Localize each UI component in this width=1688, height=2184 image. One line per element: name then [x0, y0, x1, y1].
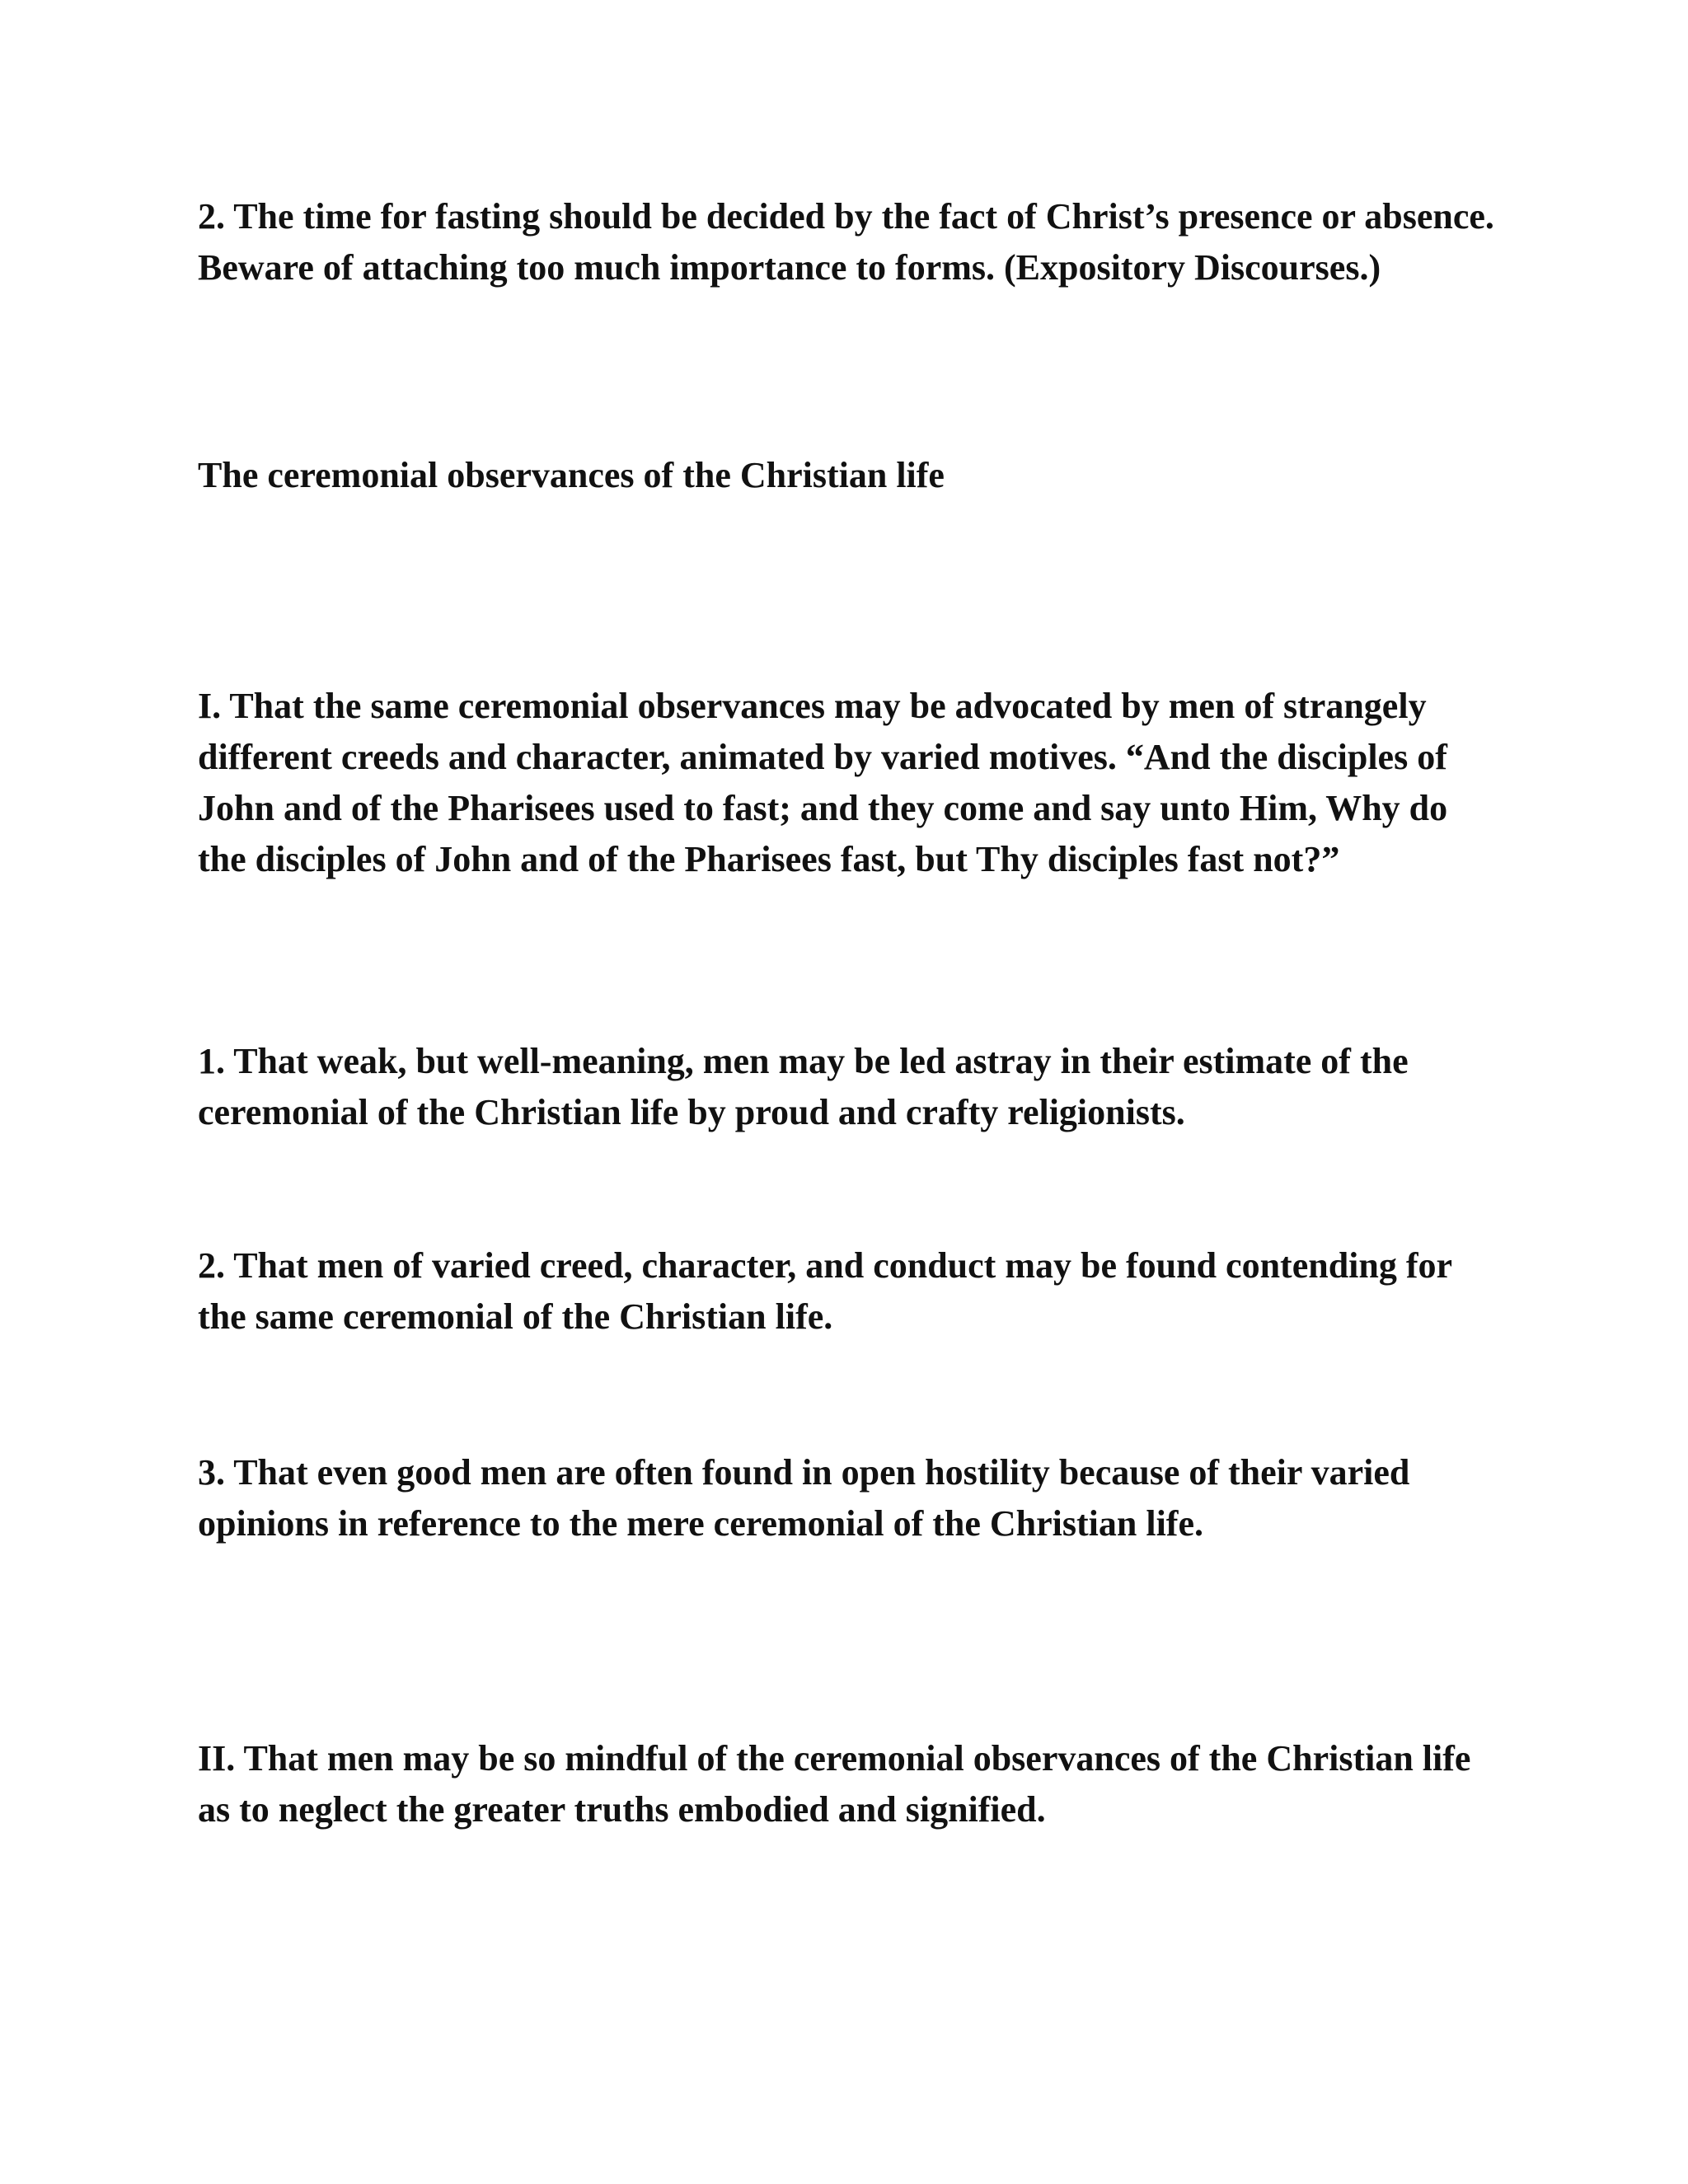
paragraph-subpoint-one: 1. That weak, but well-meaning, men may be led astray in their estimate of the ceremonial of the Christian life by proud and crafty religionists. — [198, 1041, 1409, 1132]
paragraph-subpoint-three: 3. That even good men are often found in open hostility because of their varied opinions in reference to the mere ceremonial of the Christian life. — [198, 1452, 1410, 1544]
paragraph-point-two: II. That men may be so mindful of the ceremonial observances of the Christian life as to neglect the greater truths embodied and signified. — [198, 1738, 1471, 1830]
section-heading: The ceremonial observances of the Christian life — [198, 455, 945, 495]
paragraph-point-one: I. That the same ceremonial observances may be advocated by men of strangely different creeds and character, animated by varied motives. “And the disciples of John and of the Pharisees used to fast; and they come and say unto Him, Why do the disciples of John and of the Pharisees fast, but Thy disciples fast not?” — [198, 686, 1448, 879]
paragraph-subpoint-two: 2. That men of varied creed, character, and conduct may be found contending for the same ceremonial of the Christian life. — [198, 1245, 1452, 1337]
paragraph-fasting-time: 2. The time for fasting should be decided by the fact of Christ’s presence or absence. Beware of attaching too much importance to forms. (Expository Discourses.) — [198, 196, 1494, 288]
